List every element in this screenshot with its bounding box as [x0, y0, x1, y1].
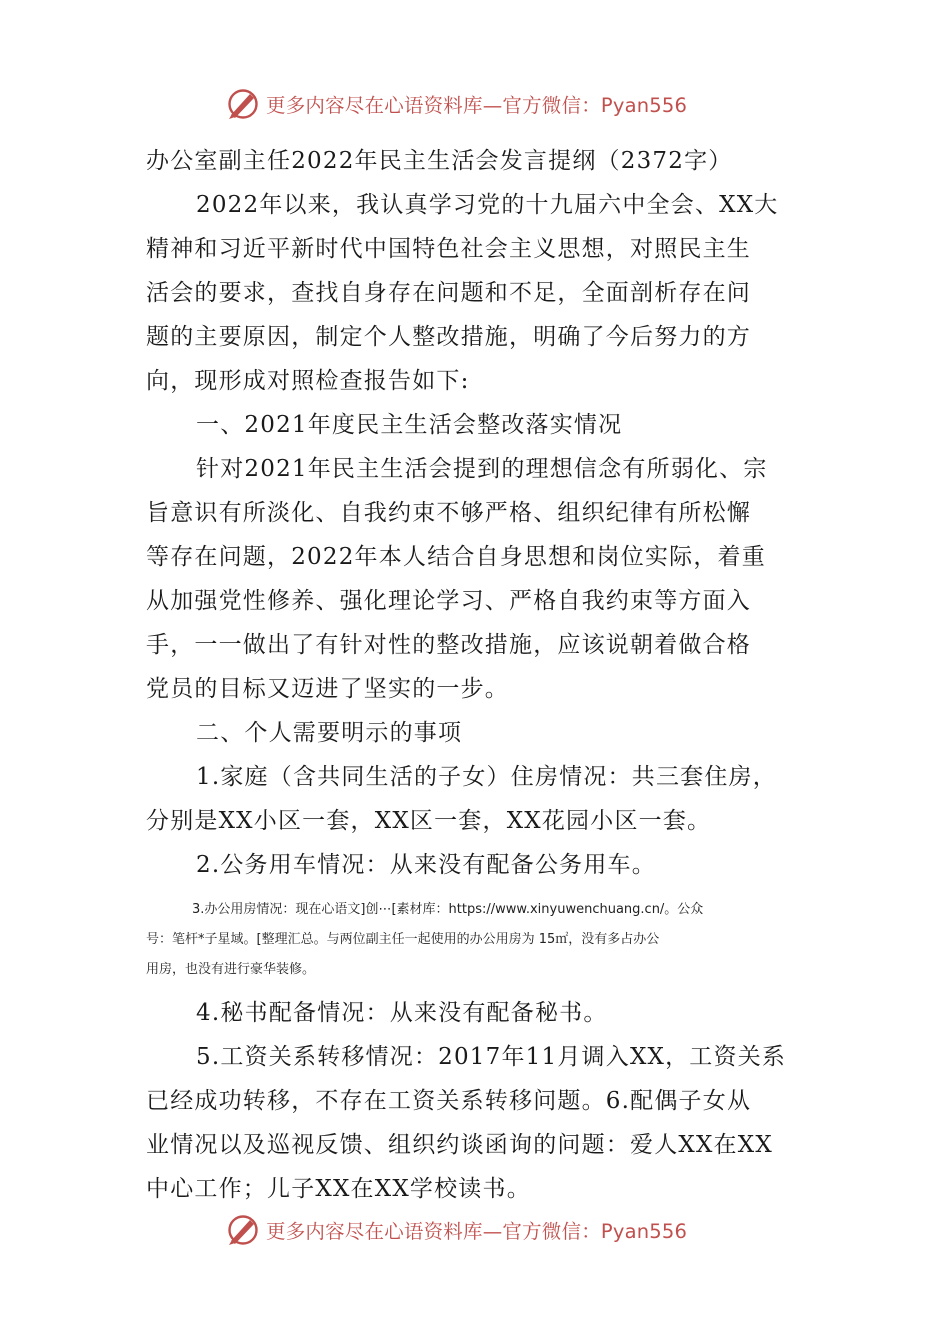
section-heading-1: 一、2021年度民主生活会整改落实情况 [196, 412, 623, 438]
section-heading-2: 二、个人需要明示的事项 [196, 720, 463, 746]
paragraph-line: 中心工作；儿子XX在XX学校读书。 [146, 1176, 531, 1202]
small-paragraph-line: 用房，也没有进行豪华装修。 [146, 962, 316, 977]
paragraph-line: 题的主要原因，制定个人整改措施，明确了今后努力的方 [146, 324, 751, 350]
paragraph-line: 2.公务用车情况：从来没有配备公务用车。 [196, 852, 656, 878]
paragraph-line: 活会的要求，查找自身存在问题和不足，全面剖析存在问 [146, 280, 751, 306]
paragraph-line: 1.家庭（含共同生活的子女）住房情况：共三套住房， [196, 764, 777, 790]
paragraph-line: 向，现形成对照检查报告如下: [146, 368, 470, 394]
paragraph-line: 等存在问题，2022年本人结合自身思想和岗位实际，着重 [146, 544, 766, 570]
paragraph-line: 旨意识有所淡化、自我约束不够严格、组织纪律有所松懈 [146, 500, 751, 526]
small-paragraph-line: 3.办公用房情况：现在心语文]创⋯[素材库：https://www.xinyuwenchuang.cn/。公众 [192, 902, 704, 917]
document-title: 办公室副主任2022年民主生活会发言提纲（2372字） [146, 148, 733, 174]
paragraph-line: 5.工资关系转移情况：2017年11月调入XX，工资关系 [196, 1044, 787, 1070]
paragraph-line: 从加强党性修养、强化理论学习、严格自我约束等方面入 [146, 588, 751, 614]
banner-text: 更多内容尽在心语资料库—官方微信：Pyan556 [266, 94, 688, 117]
banner-text: 更多内容尽在心语资料库—官方微信：Pyan556 [266, 1220, 688, 1243]
paragraph-line: 4.秘书配备情况：从来没有配备秘书。 [196, 1000, 608, 1026]
footer-banner [226, 1210, 687, 1250]
paragraph-line: 业情况以及巡视反馈、组织约谈函询的问题：爱人XX在XX [146, 1132, 773, 1158]
paragraph-line: 精神和习近平新时代中国特色社会主义思想，对照民主生 [146, 236, 751, 262]
small-paragraph-line: 号：笔杆*子星域。[整理汇总。与两位副主任一起使用的办公用房为 15㎡，没有多占办公 [146, 932, 660, 947]
document-body [146, 139, 808, 1211]
paragraph-line: 分别是XX小区一套，XX区一套，XX花园小区一套。 [146, 808, 712, 834]
paragraph-line: 党员的目标又迈进了坚实的一步。 [146, 676, 509, 702]
paragraph-line: 手，一一做出了有针对性的整改措施，应该说朝着做合格 [146, 632, 751, 658]
header-banner [226, 84, 687, 124]
pen-logo-icon [226, 1213, 260, 1247]
paragraph-line: 2022年以来，我认真学习党的十九届六中全会、XX大 [196, 192, 779, 218]
paragraph-line: 针对2021年民主生活会提到的理想信念有所弱化、宗 [196, 456, 768, 482]
paragraph-line: 已经成功转移，不存在工资关系转移问题。6.配偶子女从 [146, 1088, 752, 1114]
pen-logo-icon [226, 87, 260, 121]
